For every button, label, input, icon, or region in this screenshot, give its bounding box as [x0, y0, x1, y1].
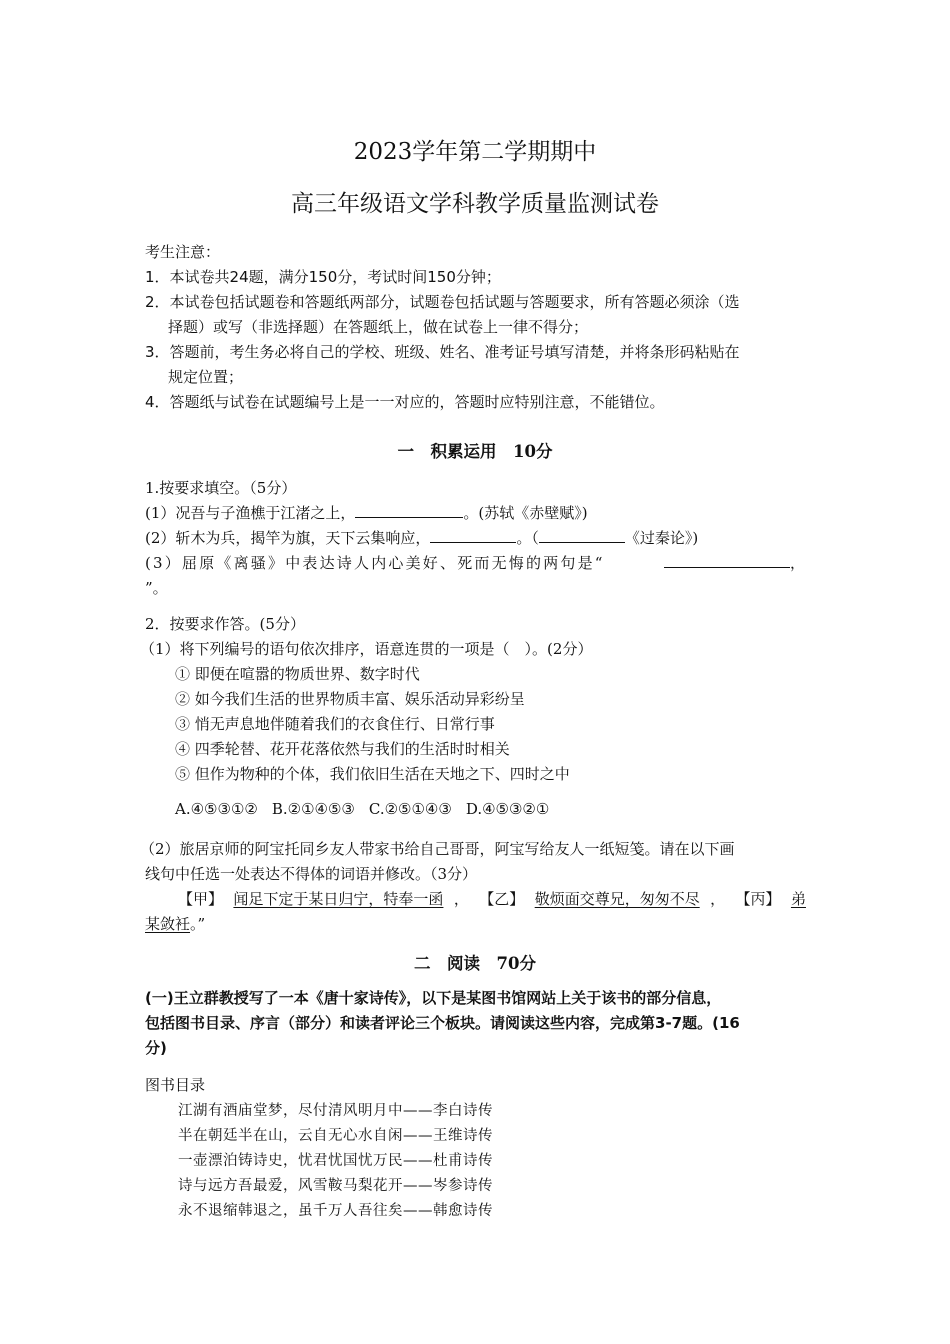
question-1-part-3-end: ”。 — [145, 579, 168, 597]
answer-blank[interactable] — [539, 527, 625, 543]
question-1-part-3 — [145, 552, 805, 573]
option-a[interactable]: A.④⑤③①② — [175, 800, 258, 818]
question-2-stem: 2．按要求作答。(5分） — [145, 615, 305, 633]
notice-heading: 考生注意： — [145, 243, 221, 261]
option-c[interactable]: C.②⑤①④③ — [368, 800, 452, 818]
answer-blank[interactable] — [430, 527, 516, 543]
question-2-sub-2-line1: （2）旅居京师的阿宝托同乡友人带家书给自己哥哥，阿宝写给友人一纸短笺。请在以下画 — [140, 840, 735, 858]
option-d[interactable]: D.④⑤③②① — [465, 800, 550, 818]
question-2-sub-1: （1）将下列编号的语句依次排序，语意连贯的一项是（ ）。(2分） — [140, 640, 593, 658]
letter-label-jia: 【甲】 — [178, 890, 224, 908]
toc-item: 一壶漂泊铸诗史，忧君忧国忧万民——杜甫诗传 — [178, 1153, 493, 1169]
question-1-part-1 — [145, 502, 588, 523]
answer-options — [175, 800, 549, 818]
reading-intro-line: (一)王立群教授写了一本《唐十家诗传》，以下是某图书馆网站上关于该书的部分信息， — [145, 989, 722, 1007]
reading-intro-line: 包括图书目录、序言（部分）和读者评论三个板块。请阅读这些内容，完成第3-7题。(16 — [145, 1014, 740, 1032]
exam-title-line2: 高三年级语文学科教学质量监测试卷 — [291, 191, 659, 217]
answer-blank[interactable] — [355, 502, 463, 518]
notice-item: 4．答题纸与试卷在试题编号上是一一对应的，答题时应特别注意，不能错位。 — [145, 393, 665, 411]
letter-text-bing: 弟 — [790, 890, 806, 908]
section-title: 二 阅读 70分 — [414, 954, 536, 973]
letter-end: 。” — [190, 915, 206, 933]
sentence-item: ① 即便在喧嚣的物质世界、数字时代 — [175, 665, 420, 683]
letter-label-yi: 【乙】 — [479, 890, 525, 908]
notice-item: 规定位置； — [168, 368, 244, 386]
letter-sep: ， — [453, 890, 469, 908]
question-text: (3）屈原《离骚》中表达诗人内心美好、死而无悔的两句是“ — [145, 554, 605, 572]
question-1-part-2 — [145, 527, 698, 548]
letter-label-bing: 【丙】 — [735, 890, 781, 908]
toc-heading: 图书目录 — [145, 1076, 206, 1094]
letter-text-jia: 闻足下定于某日归宁，特奉一函 — [233, 890, 444, 908]
question-text: 。(苏轼《赤壁赋》) — [463, 504, 588, 522]
option-b[interactable]: B.②①④⑤③ — [271, 800, 355, 818]
toc-item: 半在朝廷半在山，云自无心水自闲——王维诗传 — [178, 1128, 493, 1144]
toc-item: 诗与远方吾最爱，风雪鞍马梨花开——岑参诗传 — [178, 1178, 493, 1194]
question-text: 。（ — [516, 529, 539, 547]
notice-item: 2．本试卷包括试题卷和答题纸两部分，试题卷包括试题与答题要求，所有答题必须涂（选 — [145, 293, 740, 311]
letter-text-bing-cont: 某敛衽 — [145, 915, 191, 933]
sentence-item: ⑤ 但作为物种的个体，我们依旧生活在天地之下、四时之中 — [175, 765, 570, 783]
question-text: ， — [789, 554, 805, 572]
question-text: (1）况吾与子渔樵于江渚之上， — [145, 504, 356, 522]
letter-sep: ， — [710, 890, 726, 908]
toc-item: 江湖有酒庙堂梦，尽付清风明月中——李白诗传 — [178, 1103, 493, 1119]
notice-item: 3．答题前，考生务必将自己的学校、班级、姓名、准考证号填写清楚，并将条形码粘贴在 — [145, 343, 740, 361]
toc-item: 永不退缩韩退之，虽千万人吾往矣——韩愈诗传 — [178, 1203, 493, 1219]
letter-line — [178, 888, 806, 909]
reading-intro-line: 分) — [145, 1039, 167, 1057]
question-text: 《过秦论》) — [624, 529, 699, 547]
sentence-item: ② 如今我们生活的世界物质丰富、娱乐活动异彩纷呈 — [175, 690, 525, 708]
exam-title-line1: 2023学年第二学期期中 — [353, 139, 597, 165]
letter-text-yi: 敬烦面交尊兄，匆匆不尽 — [534, 890, 700, 908]
notice-item: 1．本试卷共24题，满分150分，考试时间150分钟； — [145, 268, 501, 286]
notice-item: 择题）或写（非选择题）在答题纸上，做在试卷上一律不得分； — [168, 318, 589, 336]
answer-blank[interactable] — [664, 552, 790, 568]
question-text: (2）斩木为兵，揭竿为旗，天下云集响应， — [145, 529, 431, 547]
sentence-item: ④ 四季轮替、花开花落依然与我们的生活时时相关 — [175, 740, 510, 758]
sentence-item: ③ 悄无声息地伴随着我们的衣食住行、日常行事 — [175, 715, 495, 733]
letter-line-end — [145, 913, 205, 934]
section-title: 一 积累运用 10分 — [397, 442, 553, 461]
question-2-sub-2-line2: 线句中任选一处表达不得体的词语并修改。（3分） — [145, 865, 478, 883]
question-1-stem: 1.按要求填空。（5分） — [145, 479, 297, 497]
